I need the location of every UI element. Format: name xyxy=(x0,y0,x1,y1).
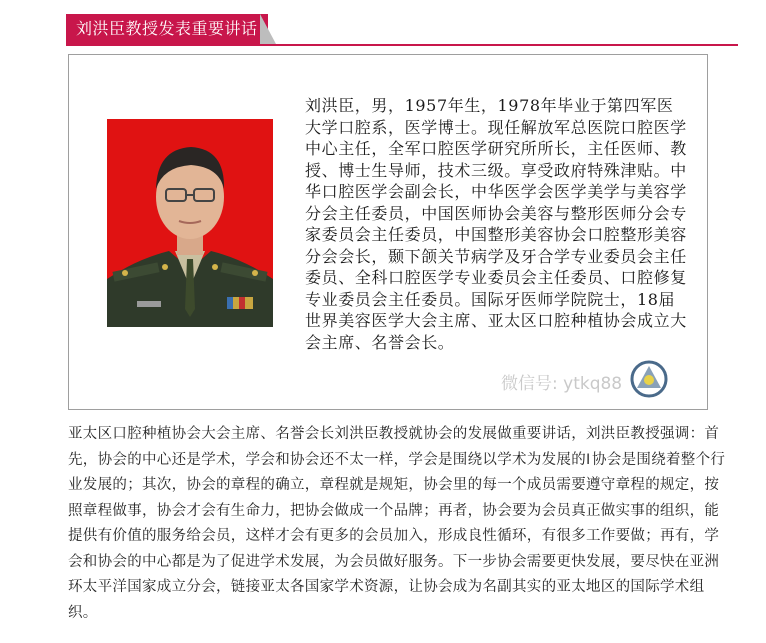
paragraph-part-2: 协会是围绕着整个行业发展的；其次，协会的章程的确立，章程就是规矩，协会里的每一个成员需要遵守章程的规定，按照章程做事，协会才会有生命力，把协会做成一个品牌；再者，协会要为会员真正做实事的组织，能提供有价值的服务给会员，这样才会有更多的会员加入，形成良性循环，有很多工作要做；再有，学会和协会的中心都是为了促进学术发展，为会员做好服务。下一步协会需要更快发展，要尽快在亚洲环太平洋国家成立分会，链接亚太各国家学术资源，让协会成为名副其实的亚太地区的国际学术组织。 xyxy=(68,451,726,621)
section-divider xyxy=(66,44,738,46)
text-cursor-icon: I xyxy=(586,451,591,468)
section-title-tail xyxy=(260,14,276,44)
article-paragraph xyxy=(68,422,732,626)
section-title: 刘洪臣教授发表重要讲话 xyxy=(66,14,268,44)
association-logo-icon xyxy=(629,359,669,399)
bio-text: 刘洪臣，男，1957年生，1978年毕业于第四军医大学口腔系，医学博士。现任解放军总医院口腔医学中心主任，全军口腔医学研究所所长，主任医师、教授、博士生导师，技术三级。享受政府特殊津贴。中华口腔医学会副会长，中华医学会医学美学与美容学分会主任委员，中国医师协会美容与整形医师分会专家委员会主任委员，中国整形美容协会口腔整形美容分会会长，颞下颌关节病学及牙合学专业委员会主任委员、全科口腔医学专业委员会主任委员、口腔修复专业委员会主任委员。国际牙医师学院院士，18届世界美容医学大会主席、亚太区口腔种植协会成立大会主席、名誉会长。 xyxy=(305,96,687,352)
profile-card xyxy=(68,54,708,410)
section-header xyxy=(66,14,738,48)
portrait-photo xyxy=(107,119,273,327)
wechat-watermark: 微信号: ytkq88 xyxy=(501,374,623,394)
paragraph-part-1: 亚太区口腔种植协会大会主席、名誉会长刘洪臣教授就协会的发展做重要讲话，刘洪臣教授强调：首先，协会的中心还是学术，学会和协会还不太一样，学会是围绕以学术为发展的 xyxy=(68,426,720,468)
portrait-illustration xyxy=(107,119,273,327)
